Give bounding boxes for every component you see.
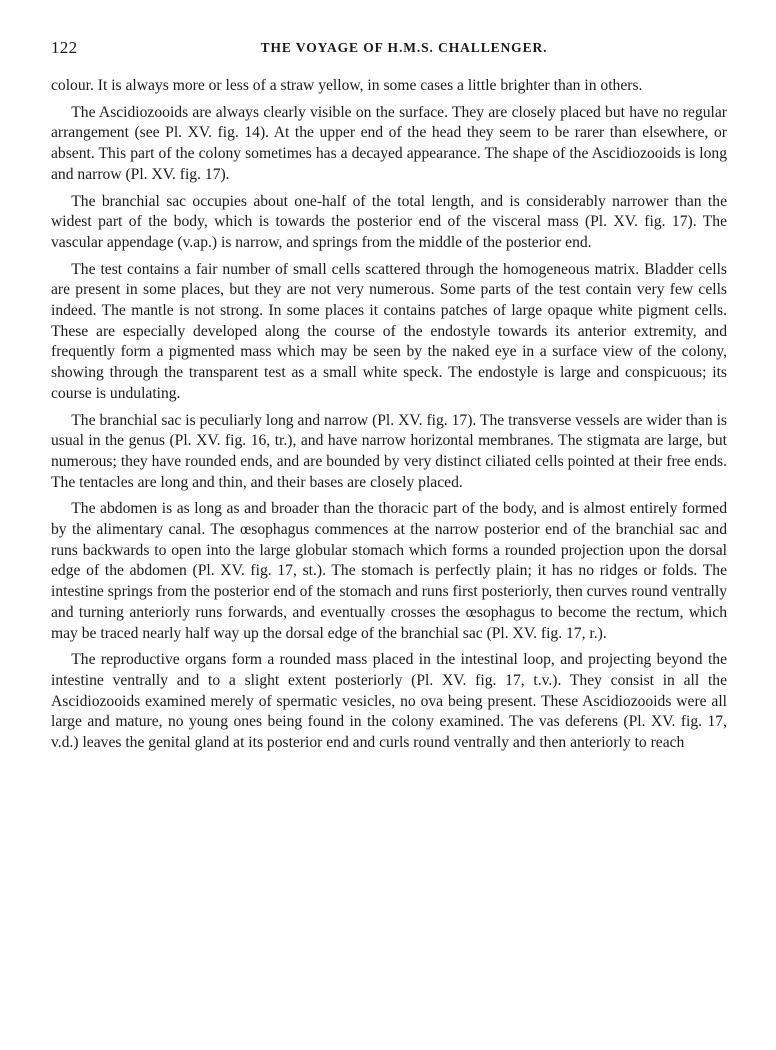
- paragraph-5: The branchial sac is peculiarly long and narrow (Pl. XV. fig. 17). The transverse vessels are wider than is usual in the genus (Pl. XV. fig. 16, tr.), and have narrow horizontal membranes. The stigmata are large, but numerous; they have rounded ends, and are bounded by very distinct ciliated cells pointed at their free ends. The tentacles are long and thin, and their bases are closely placed.: [51, 411, 727, 491]
- paragraph-1: colour. It is always more or less of a straw yellow, in some cases a little brighter than in others.: [51, 77, 643, 94]
- paragraph-3: The branchial sac occupies about one-half of the total length, and is considerably narrower than the widest part of the body, which is towards the posterior end of the visceral mass (Pl. XV. fig. 17). The vascular appendage (v.ap.) is narrow, and springs from the middle of the posterior end.: [51, 192, 727, 251]
- running-head: [51, 38, 727, 62]
- paragraph-2: The Ascidiozooids are always clearly visible on the surface. They are closely placed but have no regular arrangement (see Pl. XV. fig. 14). At the upper end of the head they seem to be rarer than elsewhere, or absent. This part of the colony sometimes has a decayed appearance. The shape of the Ascidiozooids is long and narrow (Pl. XV. fig. 17).: [51, 103, 727, 183]
- paragraph-4: The test contains a fair number of small cells scattered through the homogeneous matrix. Bladder cells are present in some places, but they are not very numerous. Some parts of the test contain very few cells indeed. The mantle is not strong. In some places it contains patches of large opaque white pigment cells. These are especially developed along the course of the endostyle towards its anterior extremity, and frequently form a pigmented mass which may be seen by the naked eye in a surface view of the colony, showing through the transparent test as a small white speck. The endostyle is large and conspicuous; its course is undulating.: [51, 260, 727, 402]
- paragraph-6: The abdomen is as long as and broader than the thoracic part of the body, and is almost entirely formed by the alimentary canal. The œsophagus commences at the narrow posterior end of the branchial sac and runs backwards to open into the large globular stomach which forms a rounded projection upon the dorsal edge of the abdomen (Pl. XV. fig. 17, st.). The stomach is perfectly plain; it has no ridges or folds. The intestine springs from the posterior end of the stomach and runs first posteriorly, then curves round ventrally and turning anteriorly runs forwards, and eventually crosses the œsophagus to become the rectum, which may be traced nearly half way up the dorsal edge of the branchial sac (Pl. XV. fig. 17, r.).: [51, 500, 727, 642]
- page-number: 122: [51, 38, 78, 57]
- book-page: [51, 38, 727, 754]
- running-title: THE VOYAGE OF H.M.S. CHALLENGER.: [260, 40, 548, 55]
- paragraph-7: The reproductive organs form a rounded mass placed in the intestinal loop, and projecting beyond the intestine ventrally and to a slight extent posteriorly (Pl. XV. fig. 17, t.v.). They consist in all the Ascidiozooids examined merely of spermatic vesicles, no ova being present. These Ascidiozooids were all large and mature, no young ones being found in the colony examined. The vas deferens (Pl. XV. fig. 17, v.d.) leaves the genital gland at its posterior end and curls round ventrally and then anteriorly to reach: [51, 651, 727, 752]
- body-text: [51, 76, 727, 754]
